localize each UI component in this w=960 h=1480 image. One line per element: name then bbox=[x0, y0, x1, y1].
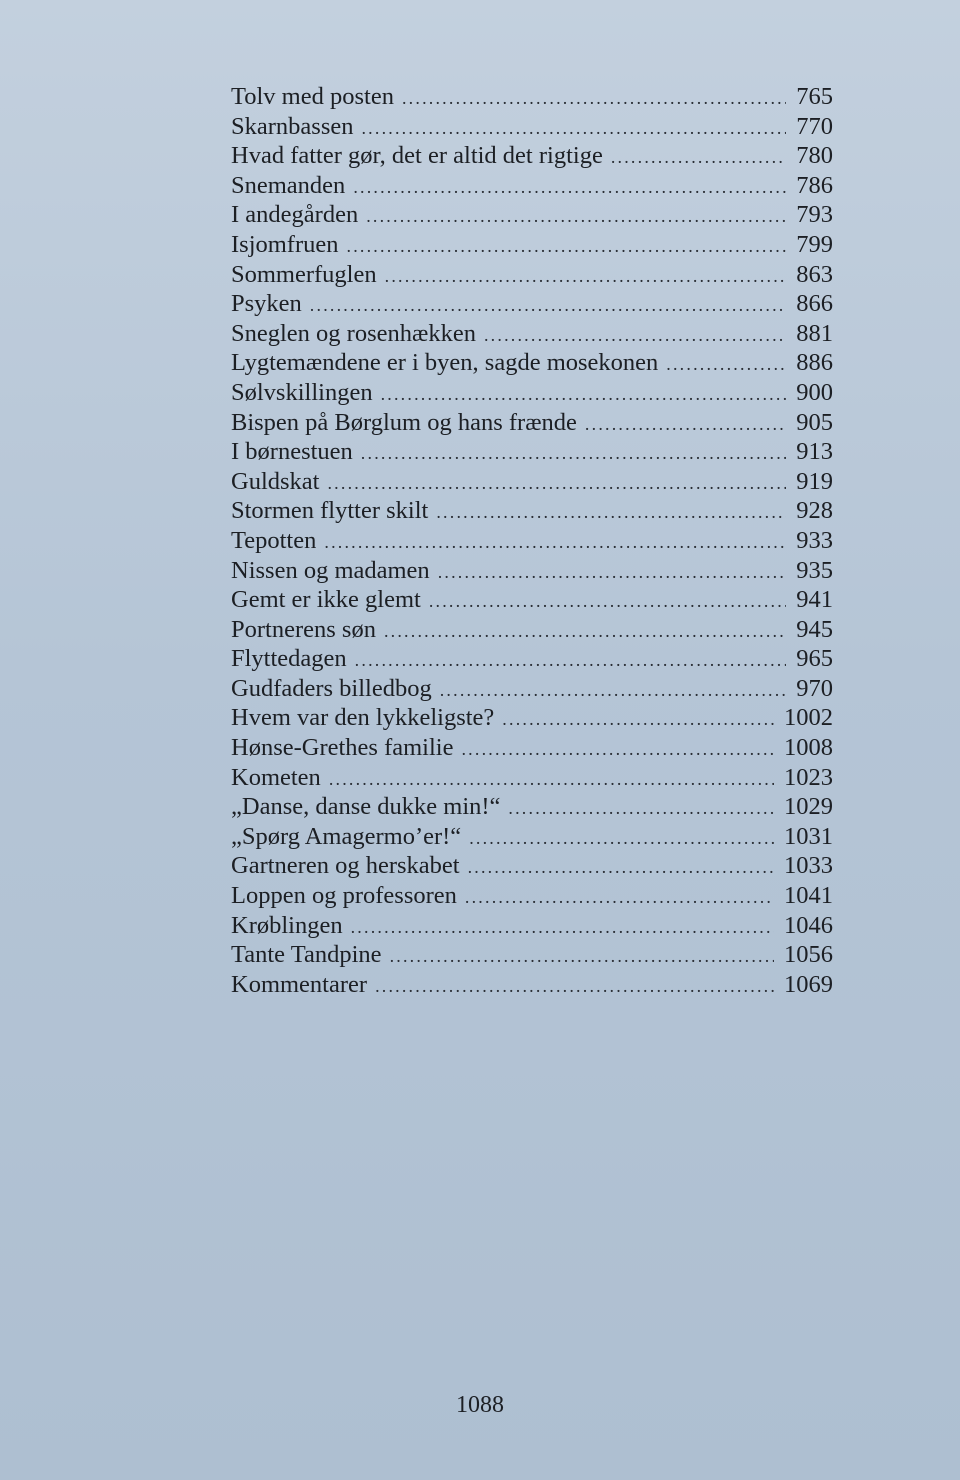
toc-entry bbox=[231, 585, 833, 615]
toc-entry-page-number: 886 bbox=[796, 349, 833, 377]
toc-entry-page-number: 1046 bbox=[784, 911, 833, 939]
toc-entry bbox=[231, 289, 833, 319]
toc-entry-title: Tepotten bbox=[231, 526, 317, 554]
toc-entry-title: Bispen på Børglum og hans frænde bbox=[231, 408, 577, 436]
toc-entry-page-number: 786 bbox=[796, 171, 833, 199]
toc-entry bbox=[231, 437, 833, 467]
toc-entry-page-number: 1031 bbox=[784, 822, 833, 850]
toc-entry-page-number: 1056 bbox=[784, 941, 833, 969]
toc-entry-title: Hvem var den lykkeligste? bbox=[231, 704, 495, 732]
toc-entry-title: Guldskat bbox=[231, 467, 320, 495]
toc-entry bbox=[231, 822, 833, 852]
toc-entry bbox=[231, 763, 833, 793]
toc-entry-title: I børnestuen bbox=[231, 438, 353, 466]
toc-entry-page-number: 1008 bbox=[784, 734, 833, 762]
toc-entry-title: Psyken bbox=[231, 290, 302, 318]
toc-entry bbox=[231, 230, 833, 260]
toc-entry-page-number: 1023 bbox=[784, 763, 833, 791]
toc-entry-title: „Spørg Amagermo’er!“ bbox=[231, 822, 462, 850]
toc-entry-title: Isjomfruen bbox=[231, 230, 339, 258]
toc-entry-title: Tolv med posten bbox=[231, 83, 394, 110]
toc-entry-title: Gemt er ikke glemt bbox=[231, 586, 421, 614]
dot-leader bbox=[402, 84, 786, 114]
toc-entry bbox=[231, 615, 833, 645]
toc-entry-page-number: 941 bbox=[796, 586, 833, 614]
toc-entry-page-number: 945 bbox=[796, 615, 833, 643]
toc-entry bbox=[231, 82, 833, 112]
toc-entry-page-number: 1041 bbox=[784, 882, 833, 910]
toc-entry-title: I andegården bbox=[231, 201, 359, 229]
toc-entry bbox=[231, 881, 833, 911]
toc-entry-title: Portnerens søn bbox=[231, 615, 376, 643]
toc-entry bbox=[231, 378, 833, 408]
dot-leader bbox=[585, 410, 786, 440]
dot-leader bbox=[375, 972, 774, 1002]
toc-entry bbox=[231, 408, 833, 438]
page-number: 1088 bbox=[456, 1392, 504, 1418]
toc-entry-page-number: 919 bbox=[796, 467, 833, 495]
dot-leader bbox=[465, 883, 774, 913]
toc-entry bbox=[231, 851, 833, 881]
toc-entry bbox=[231, 171, 833, 201]
dot-leader bbox=[385, 262, 787, 292]
toc-entry-title: Gartneren og herskabet bbox=[231, 852, 460, 880]
toc-entry-page-number: 793 bbox=[796, 201, 833, 229]
toc-entry-page-number: 913 bbox=[796, 438, 833, 466]
toc-entry-title: Kometen bbox=[231, 763, 321, 791]
toc-entry-title: Tante Tandpine bbox=[231, 941, 382, 969]
toc-entry bbox=[231, 526, 833, 556]
toc-entry bbox=[231, 970, 833, 1000]
toc-entry-title: Snemanden bbox=[231, 171, 346, 199]
toc-entry-page-number: 935 bbox=[796, 556, 833, 584]
toc-entry bbox=[231, 703, 833, 733]
dot-leader bbox=[390, 942, 774, 972]
dot-leader bbox=[310, 291, 786, 321]
dot-leader bbox=[508, 794, 774, 824]
dot-leader bbox=[324, 528, 786, 558]
dot-leader bbox=[438, 558, 787, 588]
toc-entry bbox=[231, 112, 833, 142]
dot-leader bbox=[353, 173, 786, 203]
toc-entry-title: Stormen flytter skilt bbox=[231, 497, 429, 525]
dot-leader bbox=[384, 617, 786, 647]
toc-entry-page-number: 863 bbox=[796, 260, 833, 288]
dot-leader bbox=[484, 321, 786, 351]
toc-entry bbox=[231, 911, 833, 941]
toc-entry-page-number: 900 bbox=[796, 378, 833, 406]
toc-entry-page-number: 1002 bbox=[784, 704, 833, 732]
dot-leader bbox=[468, 853, 774, 883]
toc-entry bbox=[231, 733, 833, 763]
toc-entry bbox=[231, 200, 833, 230]
toc-entry bbox=[231, 467, 833, 497]
toc-entry-page-number: 765 bbox=[796, 83, 833, 110]
dot-leader bbox=[347, 232, 787, 262]
toc-entry-page-number: 770 bbox=[796, 112, 833, 140]
toc-entry-page-number: 881 bbox=[796, 319, 833, 347]
toc-entry-page-number: 965 bbox=[796, 645, 833, 673]
toc-entry-page-number: 905 bbox=[796, 408, 833, 436]
toc-entry-page-number: 970 bbox=[796, 674, 833, 702]
dot-leader bbox=[611, 143, 786, 173]
dot-leader bbox=[327, 469, 786, 499]
dot-leader bbox=[361, 439, 786, 469]
toc-entry-title: Hvad fatter gør, det er altid det rigtige bbox=[231, 142, 603, 170]
toc-entry bbox=[231, 792, 833, 822]
dot-leader bbox=[502, 705, 774, 735]
toc-entry-page-number: 1069 bbox=[784, 970, 833, 998]
toc-entry-page-number: 866 bbox=[796, 290, 833, 318]
dot-leader bbox=[469, 824, 774, 854]
toc-entry bbox=[231, 556, 833, 586]
dot-leader bbox=[366, 202, 786, 232]
toc-entry bbox=[231, 319, 833, 349]
toc-entry-title: Nissen og madamen bbox=[231, 556, 430, 584]
dot-leader bbox=[381, 380, 787, 410]
toc-entry-page-number: 1029 bbox=[784, 793, 833, 821]
toc-entry-title: Skarnbassen bbox=[231, 112, 354, 140]
toc-entry bbox=[231, 141, 833, 171]
toc-entry bbox=[231, 940, 833, 970]
toc-entry-title: Krøblingen bbox=[231, 911, 343, 939]
dot-leader bbox=[666, 350, 786, 380]
toc-entry-page-number: 780 bbox=[796, 142, 833, 170]
dot-leader bbox=[329, 765, 774, 795]
toc-entry-title: Flyttedagen bbox=[231, 645, 347, 673]
toc-entry-title: Loppen og professoren bbox=[231, 882, 457, 910]
toc-entry-page-number: 933 bbox=[796, 526, 833, 554]
toc-entry bbox=[231, 260, 833, 290]
toc-entry bbox=[231, 674, 833, 704]
toc-entry bbox=[231, 348, 833, 378]
toc-entry-title: Sølvskillingen bbox=[231, 378, 373, 406]
toc-entry-title: Gudfaders billedbog bbox=[231, 674, 432, 702]
dot-leader bbox=[429, 587, 786, 617]
toc-entry-page-number: 1033 bbox=[784, 852, 833, 880]
toc-entry-title: Lygtemændene er i byen, sagde mosekonen bbox=[231, 349, 659, 377]
toc-entry-page-number: 928 bbox=[796, 497, 833, 525]
toc-entry-title: Sneglen og rosenhækken bbox=[231, 319, 476, 347]
toc-entry-title: Hønse-Grethes familie bbox=[231, 734, 454, 762]
dot-leader bbox=[436, 498, 786, 528]
toc-entry bbox=[231, 644, 833, 674]
dot-leader bbox=[461, 735, 774, 765]
toc-entry-title: „Danse, danse dukke min!“ bbox=[231, 793, 501, 821]
toc-entry-page-number: 799 bbox=[796, 230, 833, 258]
dot-leader bbox=[440, 676, 787, 706]
dot-leader bbox=[355, 646, 787, 676]
toc-entry-title: Kommentarer bbox=[231, 970, 368, 998]
toc-entry-title: Sommerfuglen bbox=[231, 260, 377, 288]
table-of-contents bbox=[231, 82, 833, 999]
toc-entry bbox=[231, 496, 833, 526]
dot-leader bbox=[361, 114, 786, 144]
dot-leader bbox=[351, 913, 774, 943]
